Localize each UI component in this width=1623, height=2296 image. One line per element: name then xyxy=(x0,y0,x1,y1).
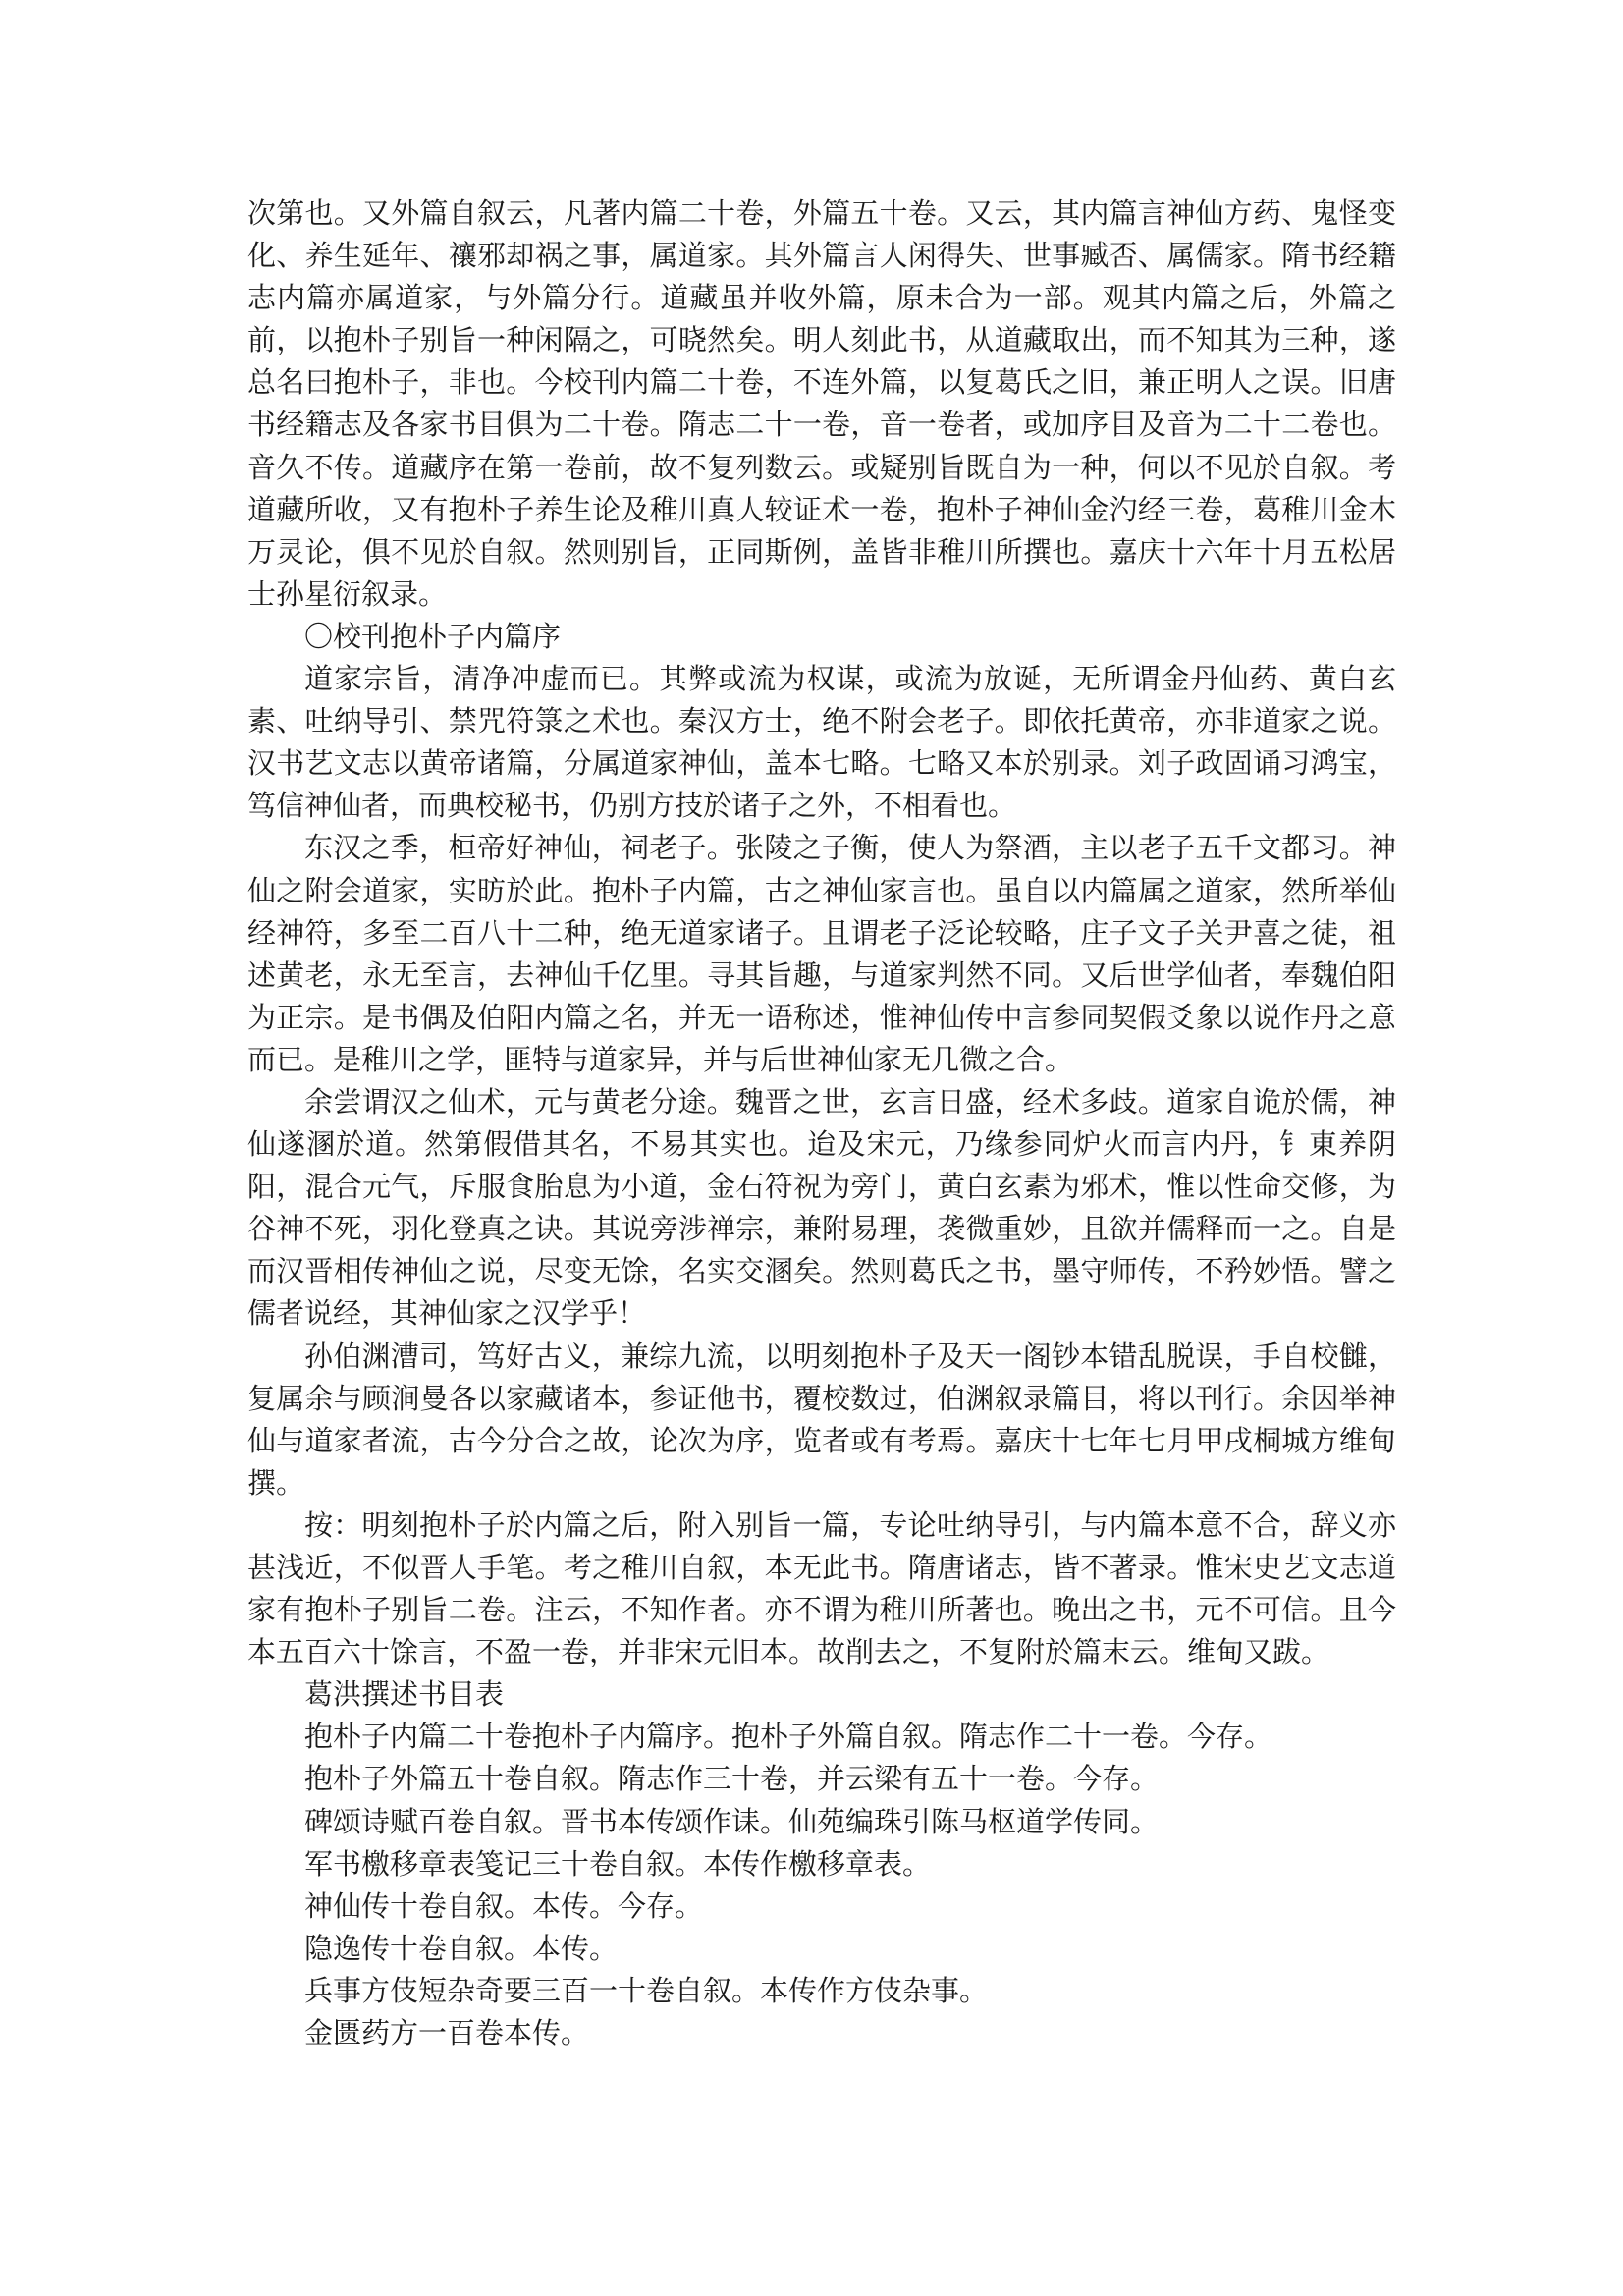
bibliography-entry: 金匮药方一百卷本传。 xyxy=(304,2016,590,2050)
bibliography-entry: 兵事方伎短杂奇要三百一十卷自叙。本传作方伎杂事。 xyxy=(304,1973,989,2007)
document-page xyxy=(247,192,1396,2054)
bibliography-entry: 碑颂诗赋百卷自叙。晋书本传颂作诔。仙苑编珠引陈马枢道学传同。 xyxy=(304,1804,1160,1838)
paragraph: 东汉之季，桓帝好神仙，祠老子。张陵之子衡，使人为祭酒，主以老子五千文都习。神仙之附会道家，实昉於此。抱朴子内篇，古之神仙家言也。虽自以内篇属之道家，然所举仙经神符，多至二百八十二种，绝无道家诸子。且谓老子泛论较略，庄子文子关尹喜之徒，祖述黄老，永无至言，去神仙千亿里。寻其旨趣，与道家判然不同。又后世学仙者，奉魏伯阳为正宗。是书偶及伯阳内篇之名，并无一语称述，惟神仙传中言参同契假爻象以说作丹之意而已。是稚川之学，匪特与道家异，并与后世神仙家无几微之合。 xyxy=(247,831,1396,1076)
bibliography-entry: 军书檄移章表笺记三十卷自叙。本传作檄移章表。 xyxy=(304,1846,932,1881)
paragraph: 孙伯渊漕司，笃好古义，兼综九流，以明刻抱朴子及天一阁钞本错乱脱误，手自校雠，复属余与顾涧曼各以家藏诸本，参证他书，覆校数过，伯渊叙录篇目，将以刊行。余因举神仙与道家者流，古今分合之故，论次为序，览者或有考焉。嘉庆十七年七月甲戌桐城方维甸撰。 xyxy=(247,1339,1396,1500)
paragraph-postscript: 按：明刻抱朴子於内篇之后，附入别旨一篇，专论吐纳导引，与内篇本意不合，辞义亦甚浅近，不似晋人手笔。考之稚川自叙，本无此书。隋唐诸志，皆不著录。惟宋史艺文志道家有抱朴子别旨二卷。注云，不知作者。亦不谓为稚川所著也。晚出之书，元不可信。且今本五百六十馀言，不盈一卷，并非宋元旧本。故削去之，不复附於篇末云。维甸又跋。 xyxy=(247,1507,1396,1669)
paragraph-preface-continuation: 次第也。又外篇自叙云，凡著内篇二十卷，外篇五十卷。又云，其内篇言神仙方药、鬼怪变化、养生延年、禳邪却祸之事，属道家。其外篇言人闲得失、世事臧否、属儒家。隋书经籍志内篇亦属道家，与外篇分行。道藏虽并收外篇，原未合为一部。观其内篇之后，外篇之前，以抱朴子别旨一种闲隔之，可晓然矣。明人刻此书，从道藏取出，而不知其为三种，遂总名曰抱朴子，非也。今校刊内篇二十卷，不连外篇，以复葛氏之旧，兼正明人之误。旧唐书经籍志及各家书目俱为二十卷。隋志二十一卷，音一卷者，或加序目及音为二十二卷也。音久不传。道藏序在第一卷前，故不复列数云。或疑别旨既自为一种，何以不见於自叙。考道藏所收，又有抱朴子养生论及稚川真人较证术一卷，抱朴子神仙金汋经三卷，葛稚川金木万灵论，俱不见於自叙。然则别旨，正同斯例，盖皆非稚川所撰也。嘉庆十六年十月五松居士孙星衍叙录。 xyxy=(247,196,1396,611)
bibliography-entry: 抱朴子内篇二十卷抱朴子内篇序。抱朴子外篇自叙。隋志作二十一卷。今存。 xyxy=(304,1720,1273,1754)
section-heading-preface: 〇校刊抱朴子内篇序 xyxy=(304,619,562,653)
section-heading-bibliography: 葛洪撰述书目表 xyxy=(304,1677,505,1712)
bibliography-entry: 隐逸传十卷自叙。本传。 xyxy=(304,1931,619,1965)
bibliography-entry: 神仙传十卷自叙。本传。今存。 xyxy=(304,1888,704,1923)
bibliography-entry: 抱朴子外篇五十卷自叙。隋志作三十卷，并云梁有五十一卷。今存。 xyxy=(304,1762,1160,1796)
paragraph: 道家宗旨，清净冲虚而已。其弊或流为权谋，或流为放诞，无所谓金丹仙药、黄白玄素、吐纳导引、禁咒符箓之术也。秦汉方士，绝不附会老子。即依托黄帝，亦非道家之说。汉书艺文志以黄帝诸篇，分属道家神仙，盖本七略。七略又本於别录。刘子政固诵习鸿宝，笃信神仙者，而典校秘书，仍别方技於诸子之外，不相看也。 xyxy=(247,662,1396,823)
paragraph: 余尝谓汉之仙术，元与黄老分途。魏晋之世，玄言日盛，经术多歧。道家自诡於儒，神仙遂溷於道。然第假借其名，不易其实也。迨及宋元，乃缘参同炉火而言内丹，钅東养阴阳，混合元气，斥服食胎息为小道，金石符祝为旁门，黄白玄素为邪术，惟以性命交修，为谷神不死，羽化登真之诀。其说旁涉禅宗，兼附易理，袭微重妙，且欲并儒释而一之。自是而汉晋相传神仙之说，尽变无馀，名实交溷矣。然则葛氏之书，墨守师传，不矜妙悟。譬之儒者说经，其神仙家之汉学乎！ xyxy=(247,1084,1396,1331)
